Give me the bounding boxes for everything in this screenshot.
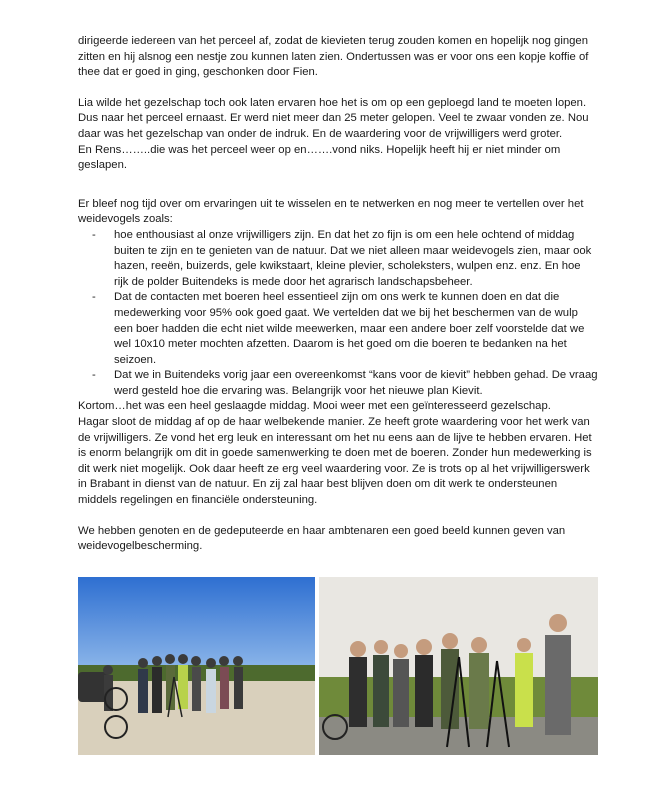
paragraph-closing: We hebben genoten en de gedeputeerde en haar ambtenaren een goed beeld kunnen geven van weidevogelbescherming. — [78, 524, 566, 553]
paragraph-networking: Er bleef nog tijd over om ervaringen uit te wisselen en te netwerken en nog meer te vertellen over het weidevogels zoals: — [78, 197, 584, 226]
paragraph-summary: Kortom…het was een heel geslaagde middag. Mooi weer met een geïnteresseerd gezelschap. — [78, 400, 551, 413]
photo-birdwatchers — [319, 577, 598, 755]
document-body — [78, 34, 598, 570]
photo-row — [78, 577, 598, 755]
list-item: - Dat de contacten met boeren heel essentieel zijn om ons werk te kunnen doen en dat die medewerking voor 95% ook goed gaat. We vertelden dat we bij het beschermen van de wulp een boer hadden die echt niet wilde meewerken, maar een andere boer zelf voorstelde dat we wel 10x10 meter mochten afzetten. Daarom is het goed om die boeren te bedanken na het seizoen. — [92, 291, 585, 366]
list-item: - Dat we in Buitendeks vorig jaar een overeenkomst “kans voor de kievit” hebben gehad. De vraag werd gesteld hoe die ervaring was. Belangrijk voor het nieuwe plan Kievit. — [92, 369, 598, 397]
paragraph-plowed-field: Lia wilde het gezelschap toch ook laten ervaren hoe het is om op een geploegd land te moeten lopen. Dus naar het perceel ernaast. Er werd niet meer dan 25 meter gelopen. Veel te zwaar vonden ze. Nou daar was het gezelschap van onder de indruk. En de waardering voor de vrijwilligers werd groter. — [78, 96, 589, 140]
photo-group-outdoor — [78, 577, 315, 755]
paragraph-hagar: Hagar sloot de middag af op de haar welbekende manier. Ze heeft grote waardering voor het werk van de vrijwilligers. Ze vond het erg leuk en interessant om het nu eens aan de lijve te hebben ervaren. Het is enorm belangrijk om dit in goede samenwerking te doen met de boeren. Zonder hun medewerking is dit werk niet mogelijk. Ook daar heeft ze erg veel waardering voor. Ze is trots op al het vrijwilligerswerk in Brabant in dienst van de natuur. En zij zal haar best blijven doen om dit werk te ondersteunen middels regelingen en financiële ondersteuning. — [78, 416, 592, 507]
paragraph-coffee: dirigeerde iedereen van het perceel af, zodat de kievieten terug zouden komen en hopelijk nog gingen zitten en hij alsnog een nestje zou kunnen laten zien. Ondertussen was er voor ons een kopje koffie of thee dat er goed in ging, geschonken door Fien. — [78, 35, 589, 79]
paragraph-rens: En Rens……..die was het perceel weer op en…….vond niks. Hopelijk heeft hij er niet minder om geslapen. — [78, 143, 561, 172]
bullet-list — [78, 228, 598, 400]
list-item: - hoe enthousiast al onze vrijwilligers zijn. En dat het zo fijn is om een hele ochtend of middag buiten te zijn en te genieten van de natuur. Dat we niet alleen maar weidevogels zien, maar ook hazen, reeën, buizerds, gele kwikstaart, kleine plevier, scholeksters, wulpen enz. enz. En hoe rijk de polder Buitendeks is mede door het agrarisch landschapsbeheer. — [92, 228, 592, 288]
